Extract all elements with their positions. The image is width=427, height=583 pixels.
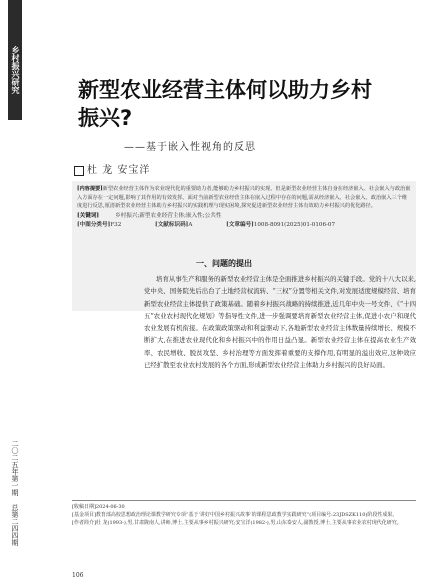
- doc-code-value: A: [188, 222, 193, 229]
- article-title: 新型农业经营主体何以助力乡村振兴?: [78, 78, 372, 130]
- doc-code: [155, 222, 208, 228]
- article-no-value: 1008-8091(2025)01-0106-07: [253, 222, 336, 229]
- section-heading: 一、问题的提出: [196, 259, 252, 268]
- footnote-author-bio: [作者简介]杜 龙(1993-),男,甘肃陇南人,讲师,博士,主要从事乡村振兴研究;安宝洋(1982-),男,山东泰安人,副教授,博士,主要从事农业农村现代化研究。: [72, 520, 402, 526]
- abstract: [77, 185, 411, 211]
- page-number: 106: [72, 572, 84, 579]
- footnote-received: [收稿日期]2024-06-30: [72, 504, 125, 510]
- footnote-funding: [基金项目]教育部高校思想政治理论课教学研究专项“基于‘讲好中国乡村振兴故事’的课程思政教学实践研究”(项目编号:23JDSZK110)阶段性成果。: [72, 512, 398, 518]
- article-no-label: [文章编号]: [226, 222, 254, 229]
- clc-value: F32: [110, 222, 122, 229]
- keywords-row: [77, 212, 411, 221]
- body-paragraph: 培育从事生产和服务的新型农业经营主体是全面推进乡村振兴的关键手段。党的十八大以来,党中央、国务院先后出台了土地经营权流转、“三权”分置等相关文件,对发展适度规模经营、培育新型农业经营主体提供了政策基础。随着乡村振兴战略的持续推进,近几年中央一号文件、《“十四五”农业农村现代化规划》等指导性文件,进一步强调要培育新型农业经营主体,促进小农户和现代农业发展有机衔接。在政策政策驱动和利益驱动下,各地新型农业经营主体数量持续增长、规模不断扩大,在推进农业现代化和乡村振兴中的作用日益凸显。新型农业经营主体在提高农业生产效率、农民增收、脱贫攻坚、乡村治理等方面发挥着重要的支撑作用,有明显的溢出效应,这种效应已经扩散至农业农村发展的各个方面,形成新型农业经营主体助力乡村振兴的良好局面。: [144, 275, 416, 370]
- section-label: 乡村振兴研究: [11, 46, 20, 94]
- keywords: 乡村振兴;新型农业经营主体;嵌入性;公共性: [115, 212, 222, 219]
- classification-row: [77, 221, 411, 230]
- footnote-rule: [72, 500, 416, 501]
- abstract-text: 新型农业经营主体作为农业现代化的重要助力者,能够助力乡村振兴的实现。但是新型农业经营主体自身在经济嵌入、社会嵌入与政治嵌入方面存在一定问题,影响了其作用的有效发挥。面对当前新型农业经营主体在嵌入过程中存在的问题,需从经济嵌入、社会嵌入、政治嵌入三个维度进行反思,厘清新型农业经营主体助力乡村振兴的实践机理与现实困境,探究促进新型农业经营主体有效助力乡村振兴的优化路径。: [77, 186, 411, 210]
- clc-label: [中图分类号]: [77, 222, 111, 229]
- sidebar: [0, 0, 34, 583]
- doc-code-label: [文献标识码]: [155, 222, 189, 229]
- footnotes: [72, 503, 416, 527]
- keywords-label: [关键词]: [77, 212, 100, 219]
- article-no: [226, 222, 351, 228]
- authors: [74, 161, 150, 176]
- author-marker-icon: [74, 166, 84, 176]
- issue-label: 二〇二五年第一期 总第二四四期: [11, 440, 19, 546]
- clc: [77, 222, 137, 228]
- article-subtitle: ——基于嵌入性视角的反思: [124, 142, 256, 153]
- author-names: 杜 龙 安宝洋: [87, 165, 151, 176]
- abstract-label: [内容提要]: [77, 186, 103, 192]
